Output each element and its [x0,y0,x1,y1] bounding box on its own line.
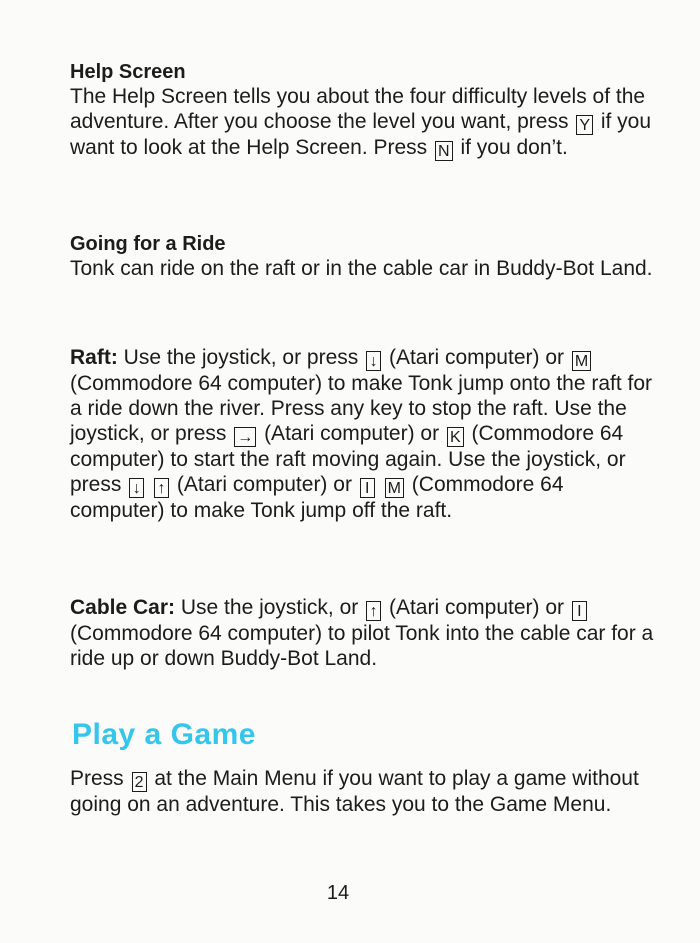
cable-car-lead: Cable Car: [70,596,176,619]
help-screen-heading: Help Screen [70,61,186,83]
raft-text-part: Use the joystick, or press [123,346,359,369]
key-m: M [385,478,404,498]
raft-text-part: (Commodore 64 computer) to start the raft moving again. Use the joystick, or press [70,422,626,496]
page-number: 14 [326,882,350,904]
help-text-part: if you want to look at the Help Screen. Press [70,110,652,159]
cable-car-text-part: Use the joystick, or [180,596,359,619]
key-up-arrow: ↑ [154,478,169,498]
help-screen-text [70,84,655,161]
key-n: N [435,141,453,161]
key-y: Y [576,115,593,135]
help-text-part: if you don’t. [460,136,568,159]
key-down-arrow: ↓ [366,351,381,371]
help-text-part: The Help Screen tells you about the four difficulty levels of the adventure. After you choose the level you want, press [70,85,646,133]
key-2: 2 [132,772,147,792]
key-i: I [572,601,587,621]
going-for-a-ride-text: Tonk can ride on the raft or in the cable car in Buddy-Bot Land. [70,257,653,280]
raft-text-part: (Commodore 64 computer) to make Tonk jump onto the raft for a ride down the river. Press any key to stop the raft. Use the joystick, or press [70,372,653,445]
key-down-arrow: ↓ [129,478,144,498]
key-i: I [360,478,375,498]
key-up-arrow: ↑ [366,601,381,621]
key-k: K [447,427,464,447]
key-m: M [572,351,591,371]
play-a-game-section [70,766,655,817]
play-text-part: Press [70,767,124,790]
raft-section [70,345,655,523]
raft-text-part: (Atari computer) or [176,473,352,496]
play-a-game-heading: Play a Game [72,718,256,751]
raft-text-part: (Atari computer) or [388,346,564,369]
raft-lead: Raft: [70,346,118,369]
going-for-a-ride-section [70,232,655,281]
raft-text-part: (Atari computer) or [264,422,440,445]
cable-car-text-part: (Atari computer) or [388,596,565,619]
play-text-part: at the Main Menu if you want to play a game without going on an adventure. This takes you to the Game Menu. [70,767,639,816]
help-screen-section [70,60,655,161]
cable-car-section [70,595,655,671]
key-right-arrow: → [234,427,256,447]
cable-car-text-part: (Commodore 64 computer) to pilot Tonk into the cable car for a ride up or down Buddy-Bot Land. [70,622,654,670]
raft-text-part: (Commodore 64 computer) to make Tonk jump off the raft. [70,473,564,522]
going-for-a-ride-heading: Going for a Ride [70,233,226,255]
